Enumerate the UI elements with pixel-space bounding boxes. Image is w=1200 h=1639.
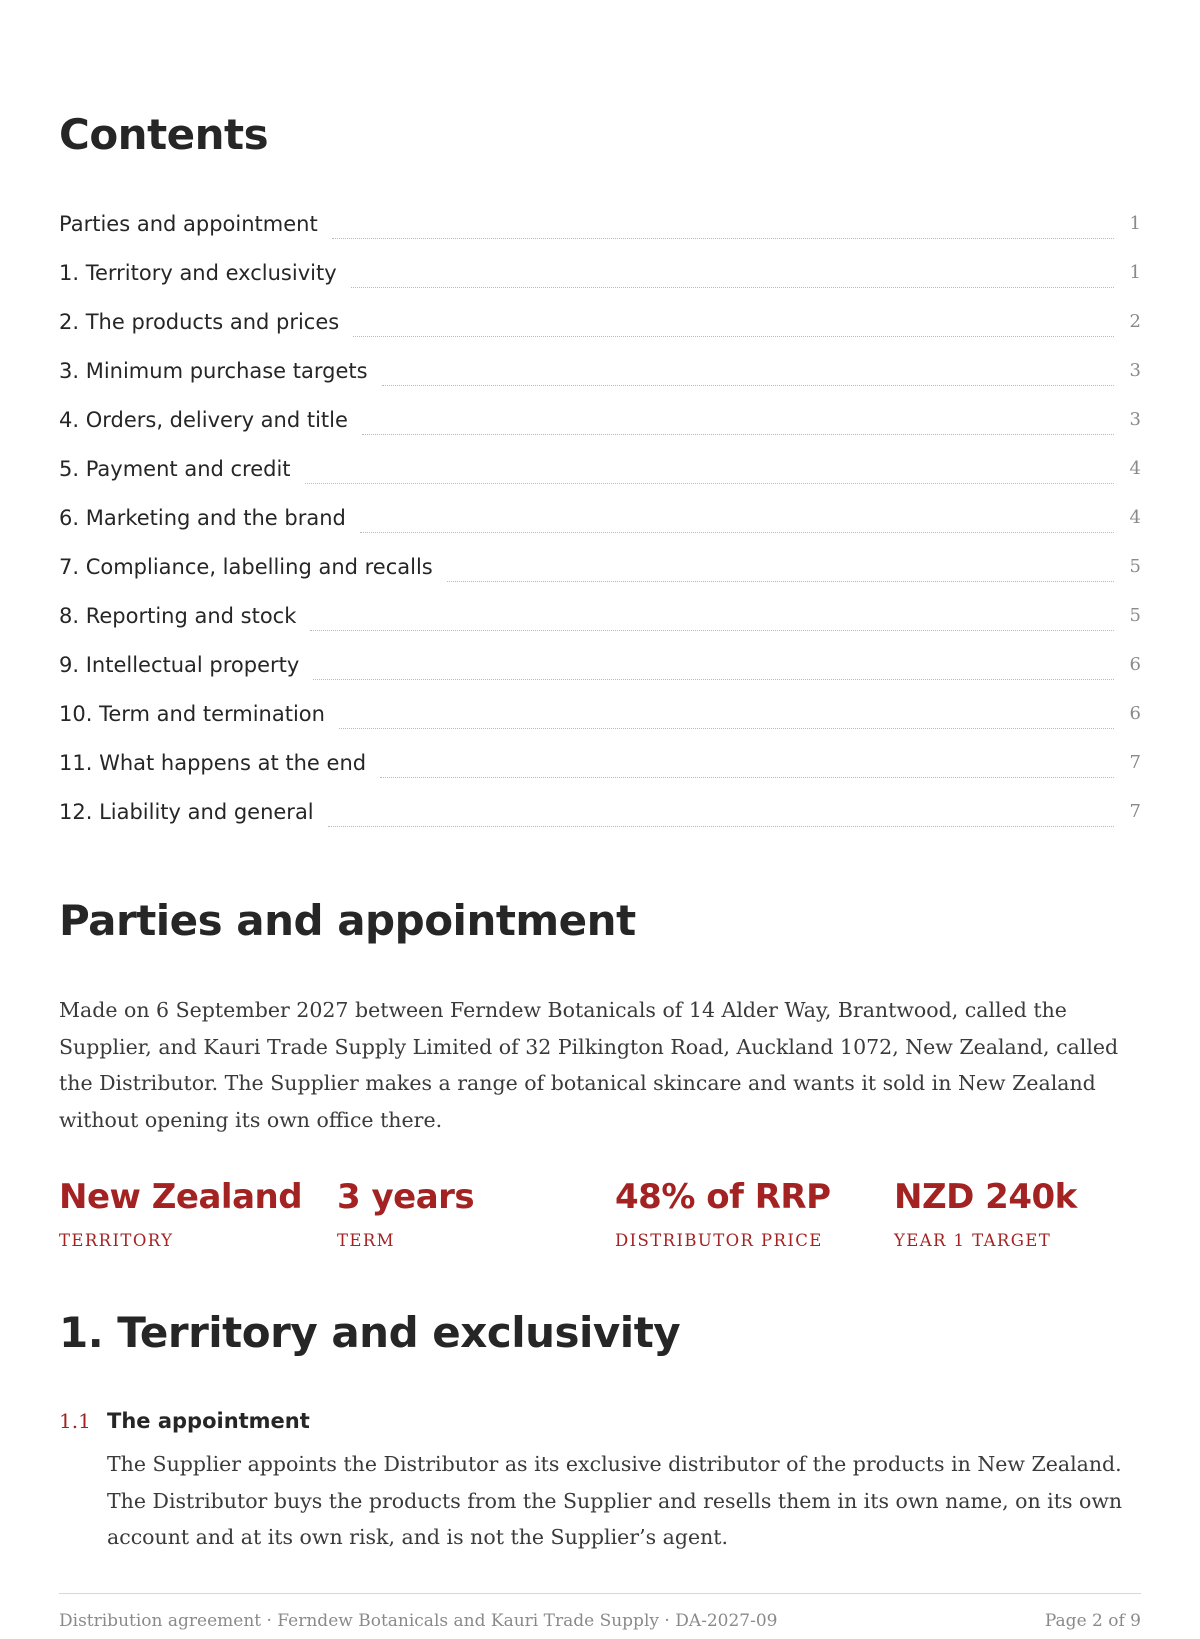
toc-item-page: 3: [1129, 360, 1141, 381]
stat-label: TERRITORY: [59, 1231, 174, 1250]
toc-item-page: 7: [1129, 801, 1141, 822]
toc-item-label: 5. Payment and credit: [59, 457, 291, 481]
toc-item-label: Parties and appointment: [59, 212, 318, 236]
stat-label: DISTRIBUTOR PRICE: [615, 1231, 823, 1250]
toc-leader-dots: [382, 356, 1114, 386]
toc-item-page: 5: [1129, 556, 1141, 577]
toc-leader-dots: [380, 748, 1113, 778]
toc-leader-dots: [313, 650, 1113, 680]
section-1-heading: 1. Territory and exclusivity: [59, 1308, 681, 1357]
toc-item-page: 4: [1129, 458, 1141, 479]
stat-value: NZD 240k: [894, 1177, 1077, 1217]
toc-item-parties[interactable]: [59, 209, 1141, 258]
toc-item-page: 1: [1129, 262, 1141, 283]
clause-title: The appointment: [107, 1409, 310, 1433]
toc-leader-dots: [362, 405, 1114, 435]
toc-item-label: 3. Minimum purchase targets: [59, 359, 368, 383]
document-page: [59, 0, 1141, 1639]
toc-leader-dots: [447, 552, 1114, 582]
stat-value: 3 years: [337, 1177, 475, 1217]
toc-item-label: 12. Liability and general: [59, 800, 314, 824]
toc-item-page: 3: [1129, 409, 1141, 430]
toc-leader-dots: [339, 699, 1114, 729]
toc-item-label: 7. Compliance, labelling and recalls: [59, 555, 433, 579]
toc-item-label: 1. Territory and exclusivity: [59, 261, 337, 285]
stat-value: New Zealand: [59, 1177, 303, 1217]
stat-label: YEAR 1 TARGET: [894, 1231, 1052, 1250]
toc-item-targets[interactable]: [59, 356, 1141, 405]
toc-item-ip[interactable]: [59, 650, 1141, 699]
toc-item-page: 6: [1129, 703, 1141, 724]
toc-leader-dots: [328, 797, 1114, 827]
stat-value: 48% of RRP: [615, 1177, 831, 1217]
stat-year1-target: [894, 1175, 1077, 1253]
toc-item-label: 11. What happens at the end: [59, 751, 367, 775]
toc-item-compliance[interactable]: [59, 552, 1141, 601]
toc-item-label: 4. Orders, delivery and title: [59, 408, 348, 432]
toc-leader-dots: [310, 601, 1113, 631]
table-of-contents: [59, 209, 1141, 846]
toc-leader-dots: [353, 307, 1113, 337]
toc-item-liability[interactable]: [59, 797, 1141, 846]
toc-leader-dots: [332, 209, 1114, 239]
toc-item-page: 6: [1129, 654, 1141, 675]
stat-territory: [59, 1175, 302, 1253]
toc-item-products[interactable]: [59, 307, 1141, 356]
toc-item-page: 1: [1129, 213, 1141, 234]
toc-item-page: 5: [1129, 605, 1141, 626]
toc-item-end[interactable]: [59, 748, 1141, 797]
toc-item-reporting[interactable]: [59, 601, 1141, 650]
toc-leader-dots: [360, 503, 1114, 533]
clause-body: The Supplier appoints the Distributor as its exclusive distributor of the products in New Zealand. The Distributor buys the products from the Supplier and resells them in its own name, on its own account and at its own risk, and is not the Supplier’s agent.: [107, 1452, 1123, 1549]
toc-item-term[interactable]: [59, 699, 1141, 748]
footer-divider: [59, 1593, 1141, 1594]
toc-item-marketing[interactable]: [59, 503, 1141, 552]
toc-item-page: 7: [1129, 752, 1141, 773]
toc-item-orders[interactable]: [59, 405, 1141, 454]
parties-intro-paragraph: Made on 6 September 2027 between Ferndew Botanicals of 14 Alder Way, Brantwood, called the Supplier, and Kauri Trade Supply Limited of 32 Pilkington Road, Auckland 1072, New Zealand, called the Distributor. The Supplier makes a range of botanical skincare and wants it sold in New Zealand without opening its own office there.: [59, 998, 1119, 1132]
toc-item-page: 2: [1129, 311, 1141, 332]
toc-item-payment[interactable]: [59, 454, 1141, 503]
clause-number: 1.1: [59, 1409, 91, 1433]
stat-label: TERM: [337, 1231, 395, 1250]
toc-item-page: 4: [1129, 507, 1141, 528]
toc-item-label: 6. Marketing and the brand: [59, 506, 346, 530]
stat-term: [337, 1175, 474, 1253]
toc-leader-dots: [351, 258, 1114, 288]
footer-document-reference: Distribution agreement · Ferndew Botanicals and Kauri Trade Supply · DA-2027-09: [59, 1611, 778, 1631]
toc-item-label: 10. Term and termination: [59, 702, 325, 726]
toc-item-label: 2. The products and prices: [59, 310, 340, 334]
toc-item-label: 8. Reporting and stock: [59, 604, 297, 628]
toc-leader-dots: [305, 454, 1114, 484]
toc-item-label: 9. Intellectual property: [59, 653, 300, 677]
stat-distributor-price: [615, 1175, 831, 1253]
toc-item-territory[interactable]: [59, 258, 1141, 307]
contents-heading: Contents: [59, 110, 269, 159]
parties-heading: Parties and appointment: [59, 896, 636, 945]
footer-page-number: Page 2 of 9: [1044, 1611, 1141, 1631]
